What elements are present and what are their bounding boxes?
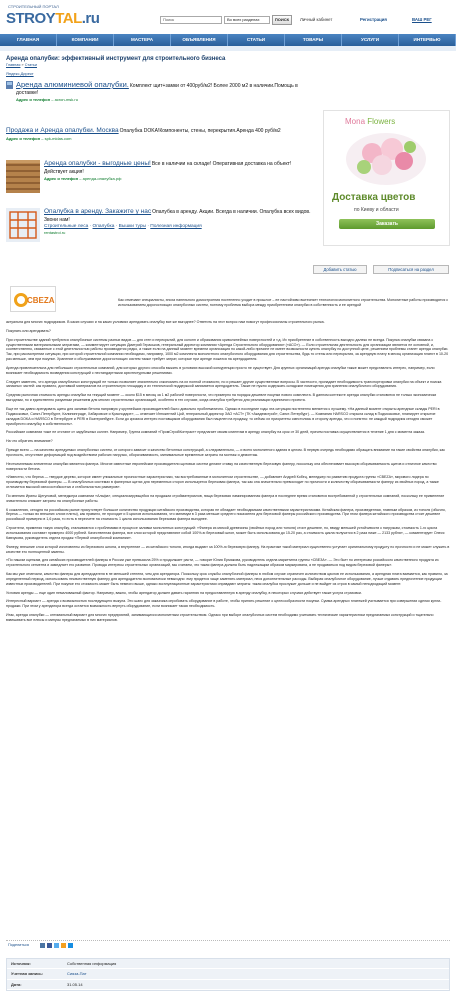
page-title: Аренда опалубки: эффективный инструмент для строительного бизнеса — [6, 56, 226, 62]
paragraph: К сожалению, сегодня на российском рынке присутствует большое количество продукции китайского производства, которая не обладает необходимыми качественными характеристиками. Китайская фанера, произведенная, главным образом, из тополя (обычно, береза — только во внешних слоях плиты), как правило, не проходит и 5 циклов использования, что минимум в 3 раза меньше среднего показателя для березовой фанеры российского производства. При этом фанера китайского производства стоит дешевле российской примерно в 1,6 раза, то есть в пересчете на стоимость 1 цикла использования березовая фанера выгоднее. — [6, 507, 446, 522]
nav-item-ads[interactable]: ОБЪЯВЛЕНИЯ — [171, 34, 228, 46]
ad-sitelinks: Строительные леса · Опалубка · Вышки туры · Полезная информация — [44, 223, 202, 229]
flowers-banner[interactable] — [323, 110, 450, 246]
article-body — [6, 320, 450, 627]
ad-thumb-image — [6, 160, 40, 193]
subscribe-button[interactable]: Подписаться на раздел — [373, 265, 449, 274]
ad-text: Комплект щит+замки от 400руб/м2! Более 2000 м2 в наличии.Помощь в доставке! — [16, 83, 298, 97]
paragraph: Аренда привлекательна для небольших строительных компаний, для которых другого способа выжить в условиях высокой конкуренции просто не существует. Для крупных организаций аренда опалубки также может представлять интерес, например, если возникает необходимость возведения конструкций с нестандартными архитектурными решениями. — [6, 365, 435, 375]
banner-order-button[interactable]: Заказать — [339, 219, 435, 229]
register-link[interactable]: Регистрация — [360, 17, 387, 22]
meta-row: Дата: 31.05.14 — [7, 979, 449, 989]
search-scope-select[interactable]: Во всех разделах — [224, 16, 270, 24]
vk-icon[interactable] — [40, 943, 45, 948]
paragraph: Следует заметить, что аренда опалубочных конструкций не только позволяет значительно сэкономить на их полной стоимости, но и решает другие существенные вопросы. В частности, пропадает необходимость транспортировки опалубки на объект и поиска запасных частей: как правило, доставкой материалов на строительную площадку и их технической поддержкой занимается арендодатель. Также не нужно содержать складские помещения для хранения опалубочного оборудования. — [6, 379, 442, 389]
paragraph: «Известно, что береза — твердое дерево, которое имеет уникальные прочностные характеристики, так востребованные в монолитном строительстве, — добавляет Андрей Кобец, менеджер по развитию продукта группы «СВЕZА», мирового лидера по производству березовой фанеры. — В опалубочных системах в фанерных щитах для переменных сторон используется березовая фанера, так как она значительно превосходит по прочности и количеству оборачиваемости фанеру из хвойных пород, а также отличается высокой износостойкостью и стабильностью размеров». — [6, 475, 439, 490]
main-nav — [0, 34, 456, 46]
sitelink-1[interactable]: Строительные леса — [44, 223, 89, 229]
banner-headline: Доставка цветов — [332, 192, 416, 203]
nav-item-interviews[interactable]: ИНТЕРВЬЮ — [399, 34, 456, 46]
nav-item-goods[interactable]: ТОВАРЫ — [285, 34, 342, 46]
facebook-icon[interactable] — [47, 943, 52, 948]
flower-bouquet-icon — [342, 129, 430, 187]
paragraph: Еще не так давно арендовать щиты для заливки бетона напрямую у крупнейших производителей было довольно проблематично. Однако в последние годы эта ситуация постепенно меняется к лучшему. «На данный момент открыты арендные склады PERI в Подмосковье, Санкт-Петербурге, Калининграде, Хабаровске и Краснодаре», — отмечает Иннокентий Цой, генеральный директор ЗАО «АСТ» (ТК «Академстрой», Санкт-Петербург). — Компания HARSCO открыла склад в Подмосковье, планирует открытие складов DOKA и HARSCO в Петербурге и PERI в Екатеринбурге. Если до кризиса интерес поставщиков оборудования был нацелен на продажу, то сейчас их приоритеты сместились в сторону аренды, что и понятно: не каждый подрядчик сегодня сможет приобрести опалубку в собственность». — [6, 406, 440, 426]
paragraph: Прежде всего — на качество арендуемых опалубочных систем, от которого зависит и качество бетонных конструкций, а следовательно, — и всего монолитного здания в целом. В первую очередь необходимо обращать внимание на такие свойства опалубки, как прочность, отсутствие деформаций под воздействием рабочих нагрузок, оборачиваемость, минимальные временные затраты на монтаж и демонтаж. — [6, 448, 445, 457]
mailru-icon[interactable] — [68, 943, 73, 948]
nav-item-masters[interactable]: МАСТЕРА — [114, 34, 171, 46]
yandex-direct-label[interactable]: Яндекс.Директ — [6, 71, 34, 76]
sveza-ring-icon — [14, 293, 28, 307]
ad-block-2 — [6, 127, 306, 142]
sitelink-2[interactable]: Опалубка — [92, 223, 115, 229]
ad-block-4 — [6, 208, 316, 252]
nav-item-home[interactable]: ГЛАВНАЯ — [0, 34, 57, 46]
paragraph: Средняя рыночная стоимость аренды опалубки на текущий момент — около $15 в месяц за 1 м2 рабочей поверхности, что примерно на порядок дешевле покупки нового комплекта. В данном контексте аренда опалубки становится не только экономически выгодным, но и единственно разумным решением для многих строительных организаций, особенно в тех случаях, когда опалубка требуется для реализации единичного проекта. — [6, 393, 437, 403]
article-meta — [6, 958, 450, 991]
paragraph: Фанеру, внешние слои которой изготовлены из березового шпона, а внутренние — из китайского тополя, иногда выдают за 100%-ю березовую фанеру. На практике такой материал существенно уступает оригинальному продукту по прочности и не может служить в качестве его полноценной замены. — [6, 544, 450, 554]
breadcrumb-articles[interactable]: Статьи — [24, 63, 37, 67]
paragraph: Российские компании тоже не отстают от зарубежных коллег. Например, Группа компаний «ПромСтройКонтракт» предлагает своим клиентам в аренду опалубку на срок от 30 дней, причем поставка осуществляется в течение 1 дня с момента заказа. — [6, 430, 425, 435]
sitelink-3[interactable]: Вышки туры — [118, 223, 146, 229]
ad-contact[interactable]: Адрес и телефон – аренда-опалубка.рф — [44, 175, 122, 181]
odnoklassniki-icon[interactable] — [61, 943, 66, 948]
article-lead: Как отмечают специалисты, эпоха панельного домостроения постепенно уходит в прошлое – ее настойчиво вытесняет технология монолитного строительства. Монолитные работы производятся с использованием дорогостоящих опалубочных систем, поэтому проблема выбора между приобретением опалубки в собственность и ее арендой — [118, 298, 449, 307]
paragraph: Условия аренды — еще один немаловажный фактор. Например, важно, чтобы арендатор должен давать гарантию на предоставленную в аренду опалубку, в некоторых случаях действует также услуга страховки. — [6, 590, 362, 595]
twitter-icon[interactable] — [54, 943, 59, 948]
ad-text: Все в наличии на складе! Оперативная доставка на объект! Действует акция! — [44, 161, 292, 175]
paragraph: Интересный вариант — аренда с возможностью последующего выкупа. Это шанс для заказчика опробовать оборудование в работе, чтобы принять решение о целесообразности покупки. Сумма арендных платежей учитывается при совершении сделки купли-продажи. При этом у арендатора всегда остается возможность вернуть оборудование, если возникает такая необходимость. — [6, 599, 442, 609]
sitelink-4[interactable]: Полезная информация — [150, 223, 202, 229]
ad-contact[interactable]: Адрес и телефон – acron-msk.ru — [16, 96, 78, 102]
nav-item-companies[interactable]: КОМПАНИИ — [57, 34, 114, 46]
paragraph: Строители, применяя такую опалубку, сталкиваются с проблемами в процессе заливки монолитных конструкций: «Фанера из мягкой древесины (хвойных пород или тополя) стоит дешевле, но, ввиду меньшей устойчивости к нагрузкам, стоимость 1-го цикла использования составит примерно 4000 рублей. Качественная фанера, все слои которой представляют собой 100%-ю березовый шпон, может быть использована до 15-20 раз, а стоимость цикла получится в 2 раза ниже — 2133 рубля», — комментирует Олеся Кавчукова, руководитель отдела продаж «Первой опалубочной компании». — [6, 526, 445, 540]
paragraph: Неотъемлемым элементом опалубки является фанера. Многие известные европейские производители щитовых систем делают ставку на качественную березовую фанеру, поскольку она обеспечивает высокую оборачиваемость щитов и отличное качество поверхности бетона. — [6, 461, 437, 471]
site-logo[interactable]: STROYTAL.ru — [6, 10, 100, 27]
nav-item-services[interactable]: УСЛУГИ — [342, 34, 399, 46]
paragraph: «По нашим оценкам, для китайских производителей фанеры в России уже превысила 25% и продолжает расти, — говорит Юлия Ермакова, руководитель отдела маркетинга группы «СВЕЗА». — Это бьет по интересам российского качественного продукта из строительного сегмента и замедляет его развитие. Провода интересы строительных организаций, мы считаем, что такая фанера должна быть надлежащим образом маркирована, а не продаваться под видом березовой фанеры». — [6, 558, 439, 568]
ad-site[interactable]: rentastroi.ru — [44, 229, 66, 235]
paragraph: Как мы уже отмечали, качество фанеры для арендодателя в не меньшей степени, чем для арендатора. Поскольку срок службы опалубочной фанеры в любом случае ограничен количеством циклов ее использования, а арендная плата взимается, как правило, за определенный период, использовать некачественную фанеру для арендодателя экономически невыгодно: ему придется чаще заменять материал, неся дополнительные расходы. Выбирая опалубочное оборудование, лучше отдавать предпочтение продукции известных производителей. При покупке его стоимость может быть немного выше, однако эксплуатационные характеристики оправдают затраты: такая опалубка прослужит дольше и не выйдет из строя в самый неподходящий момент. — [6, 572, 448, 586]
banner-brand: Mona Flowers — [345, 117, 396, 126]
ad-thumb-icon — [6, 80, 14, 90]
paragraph: На что обратить внимание? — [6, 439, 53, 444]
paragraph: По мнению Ирины Щегуновой, менеджера компании «Альфа», специализирующейся на продажах стройматериалов, пища березовая ламинированная фанера в последнее время становится востребованной у строительных компаний, поскольку ее применение значительно снижает затраты на опалубочные работы. — [6, 493, 445, 503]
paragraph: Итак, аренда опалубки — оптимальный вариант для многих предприятий, занимающихся монолитным строительством. Однако при выборе опалубочных систем необходимо учитывать технические характеристики предлагаемых конструкций и тщательно взвешивать все плюсы и минусы предлагаемых в них материалов. — [6, 613, 434, 622]
ad-title[interactable]: Аренда алюминиевой опалубки. — [16, 80, 129, 89]
ad-title[interactable]: Опалубка в аренду. Закажите у нас — [44, 208, 152, 215]
ad-thumb-image — [6, 208, 40, 242]
site-header — [0, 0, 456, 34]
breadcrumb: Главная » Статьи — [6, 63, 37, 67]
ad-block-3 — [6, 160, 306, 196]
nav-item-articles[interactable]: СТАТЬИ — [228, 34, 285, 46]
ad-text: Опалубка DOKA!Компоненты, стены, перекрытия.Аренда 400 руб/м2 — [119, 128, 281, 134]
paragraph: актуальна для многих подрядчиков. В каких случаях и на каких условиях арендовать опалубку все же выгоднее? Ответить на этот вопрос нам помогут профессионалы строительного рынка. — [6, 320, 325, 324]
breadcrumb-home[interactable]: Главная — [6, 63, 21, 67]
paragraph: Покупать или арендовать? — [6, 328, 51, 333]
sub-nav-bar — [0, 46, 456, 51]
paragraph: При строительстве зданий требуются опалубочные системы разных видов — для стен и перекрытий, для колонн и образования криволинейных поверхностей и т.д. Их приобретение в собственность выгодно далеко не всегда. Покупка опалубки связана с существенными материальными затратами, — комментирует ситуацию Дмитрий Гераськов, генеральный директор компании «Аренда Строительного оборудования» («АСО»). — Если строительная деятельность для организации является не основной, и, соответственно, связанные с этой деятельностью работы производятся редко, а также если на данный момент времени организация по какой-либо причине не имеет возможности купить опалубку по доступной цене, решением проблемы станет аренда опалубки. Так, при рассмотрении ситуации, при которой строительной компании необходимо, например, 1000 м2 комплекта монолитного опалубочного оборудования для строительства, будь то стены или перекрытия, за арендную плату в месяц организация платит в 10-20 раз меньше, чем при покупке. Хранение и обслуживание дорогостоящих систем также требует затрат, которые при аренде ложатся на арендодателя. — [6, 337, 449, 362]
search-button[interactable]: ПОИСК — [272, 15, 292, 25]
ad-contact[interactable]: Адрес и телефон – spk-midas.com — [6, 135, 72, 141]
search-input[interactable]: Поиск — [160, 16, 222, 24]
add-article-button[interactable]: Добавить статью — [313, 265, 367, 274]
portal-caption: СТРОИТЕЛЬНЫЙ ПОРТАЛ — [8, 4, 59, 9]
meta-row: Источник: Собственная информация — [7, 959, 449, 969]
region-link[interactable]: ВАШ РЕГ — [412, 17, 432, 22]
cabinet-link[interactable]: Личный кабинет — [300, 17, 333, 22]
ad-text: Опалубка в аренду. Акции. Всегда в наличии. Опалубка всех видов. Звони нам! — [44, 209, 311, 223]
banner-subline: по Киеву и области — [354, 207, 399, 213]
share-bar — [6, 940, 450, 950]
ad-title[interactable]: Аренда опалубки - выгодные цены! — [44, 160, 151, 167]
meta-row: Учетная запись: Сияза-Пат — [7, 969, 449, 979]
ad-title[interactable]: Продажа и Аренда опалубки. Москва — [6, 127, 119, 134]
ad-block-1 — [6, 80, 306, 103]
share-link[interactable]: Поделиться — [8, 943, 29, 947]
sveza-logo: СВЕZА — [10, 286, 56, 312]
